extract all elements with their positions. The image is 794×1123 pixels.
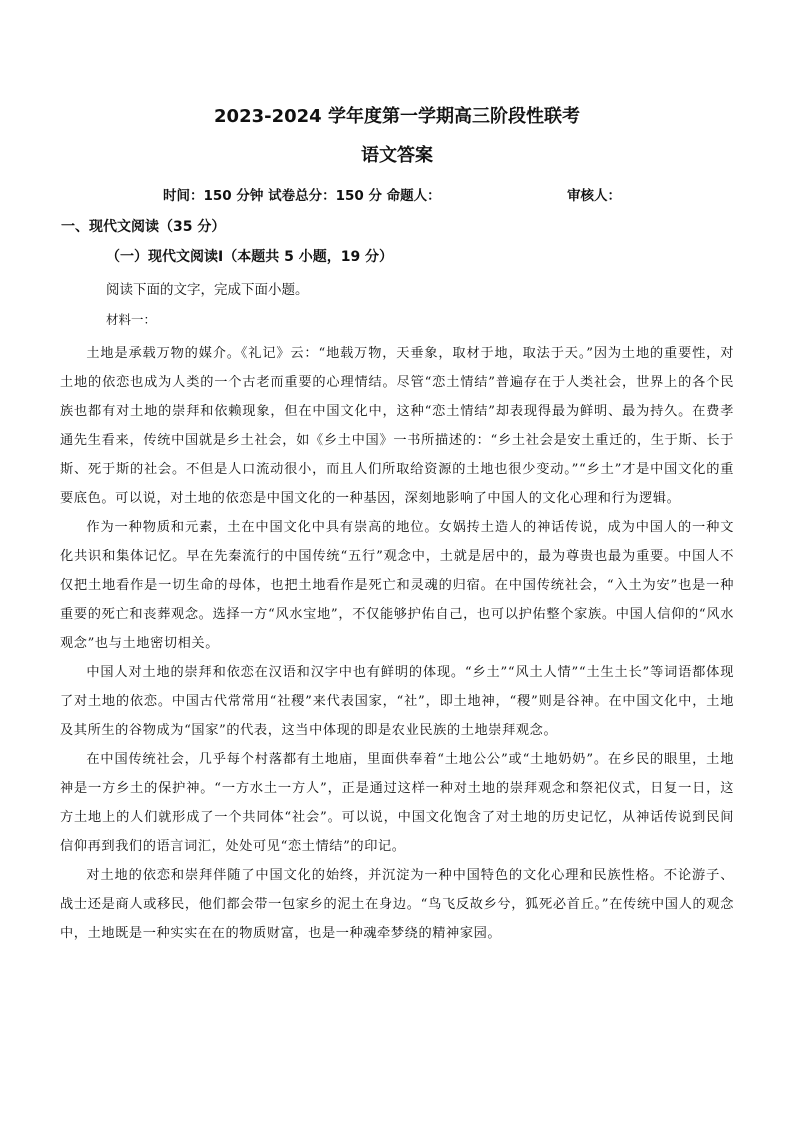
exam-meta-reviewer: 审核人： <box>567 188 621 204</box>
paragraph: 中国人对土地的崇拜和依恋在汉语和汉字中也有鲜明的体现。“乡土”“风土人情”“土生土长”等词语都体现了对土地的依恋。中国古代常常用“社稷”来代表国家，“社”，即土地神，“稷”则是谷神。在中国文化中，土地及其所生的谷物成为“国家”的代表，这当中体现的即是农业民族的土地崇拜观念。 <box>60 665 734 738</box>
reading-instruction: 阅读下面的文字，完成下面小题。 <box>106 282 309 298</box>
paragraph: 在中国传统社会，几乎每个村落都有土地庙，里面供奉着“土地公公”或“土地奶奶”。在乡民的眼里，土地神是一方乡土的保护神。“一方水土一方人”，正是通过这样一种对土地的崇拜观念和祭祀仪式，日复一日，这方土地上的人们就形成了一个共同体“社会”。可以说，中国文化饱含了对土地的历史记忆，从神话传说到民间信仰再到我们的语言词汇，处处可见“恋土情结”的印记。 <box>60 752 734 854</box>
paragraph: 对土地的依恋和崇拜伴随了中国文化的始终，并沉淀为一种中国特色的文化心理和民族性格。不论游子、战士还是商人或移民，他们都会带一包家乡的泥土在身边。“鸟飞反故乡兮，狐死必首丘。”在传统中国人的观念中，土地既是一种实实在在的物质财富，也是一种魂牵梦绕的精神家园。 <box>60 868 734 941</box>
exam-meta-info: 时间：150 分钟 试卷总分：150 分 命题人： <box>163 188 441 204</box>
paragraph: 土地是承载万物的媒介。《礼记》云：“地载万物，天垂象，取材于地，取法于天。”因为土地的重要性，对土地的依恋也成为人类的一个古老而重要的心理情结。尽管“恋土情结”普遍存在于人类社会，世界上的各个民族也都有对土地的崇拜和依赖现象，但在中国文化中，这种“恋土情结”却表现得最为鲜明、最为持久。在费孝通先生看来，传统中国就是乡土社会，如《乡土中国》一书所描述的：“乡土社会是安土重迁的，生于斯、长于斯、死于斯的社会。不但是人口流动很小，而且人们所取给资源的土地也很少变动。”“乡土”才是中国文化的重要底色。可以说，对土地的依恋是中国文化的一种基因，深刻地影响了中国人的文化心理和行为逻辑。 <box>60 346 734 506</box>
document-subtitle: 语文答案 <box>361 145 433 166</box>
paragraph: 作为一种物质和元素，土在中国文化中具有崇高的地位。女娲抟土造人的神话传说，成为中国人的一种文化共识和集体记忆。早在先秦流行的中国传统“五行”观念中，土就是居中的，最为尊贵也最为重要。中国人不仅把土地看作是一切生命的母体，也把土地看作是死亡和灵魂的归宿。在中国传统社会，“入土为安”也是一种重要的死亡和丧葬观念。选择一方“风水宝地”，不仅能够护佑自己，也可以护佑整个家族。中国人信仰的“风水观念”也与土地密切相关。 <box>60 520 734 651</box>
subsection-heading: （一）现代文阅读Ⅰ（本题共 5 小题，19 分） <box>106 249 394 265</box>
passage-body <box>60 339 734 948</box>
section-heading: 一、现代文阅读（35 分） <box>61 219 226 235</box>
exam-meta <box>0 184 794 208</box>
document-title: 2023-2024 学年度第一学期高三阶段性联考 <box>214 106 580 127</box>
material-label: 材料一： <box>106 312 157 327</box>
